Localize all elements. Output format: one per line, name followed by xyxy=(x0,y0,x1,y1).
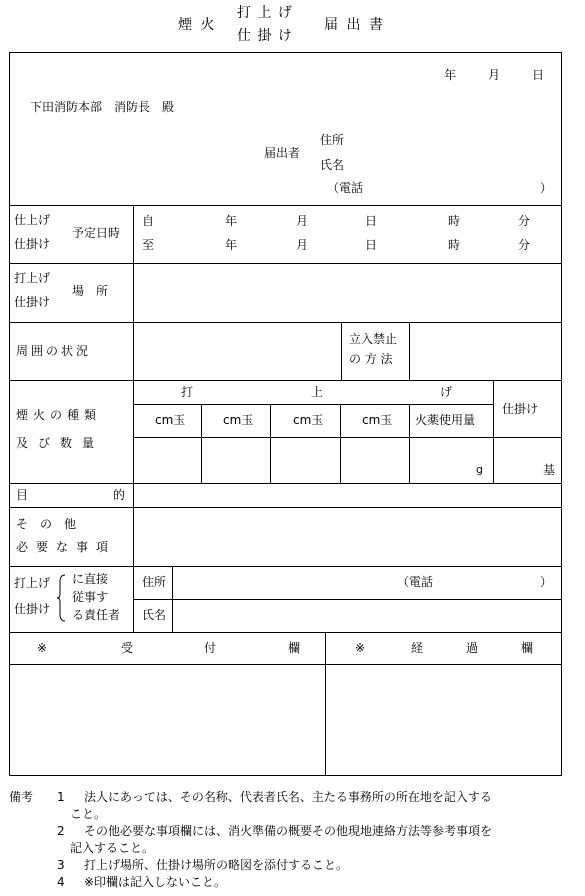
responsible-row-divider xyxy=(133,599,562,600)
applicant-label: 届出者 xyxy=(264,146,301,160)
responsible-kind-top: 打上げ xyxy=(14,576,51,590)
row-divider xyxy=(9,507,562,508)
responsible-phone-label: （電話 xyxy=(397,575,434,589)
row-divider xyxy=(9,322,562,323)
applicant-phone-close: ） xyxy=(540,181,553,195)
responsible-address-label: 住所 xyxy=(142,575,167,589)
col-cm-ball-3: cm玉 xyxy=(293,413,324,427)
responsible-label-3: る責任者 xyxy=(72,608,121,622)
schedule-kind-top: 仕上げ xyxy=(14,213,51,227)
col-cm-ball-2: cm玉 xyxy=(223,413,254,427)
title-word: 煙 火 xyxy=(178,17,217,33)
shikake-col-divider xyxy=(493,380,494,483)
responsible-kind-bottom: 仕掛け xyxy=(14,602,51,616)
row-divider xyxy=(9,483,562,484)
fireworks-label-2: 及び数量 xyxy=(16,436,105,450)
responsible-label-1: に直接 xyxy=(72,572,109,586)
applicant-phone-label: （電話 xyxy=(327,181,364,195)
row-divider xyxy=(9,380,562,381)
col-cm-ball-1: cm玉 xyxy=(155,413,186,427)
title-bottom-row: 仕 掛 け xyxy=(237,28,293,44)
restriction-left-divider xyxy=(341,322,342,380)
addressee: 下田消防本部 消防長 殿 xyxy=(30,100,175,114)
purpose-label: 目 xyxy=(16,488,29,502)
fireworks-col-divider xyxy=(409,404,410,483)
date-month: 月 xyxy=(487,68,500,82)
schedule-label: 予定日時 xyxy=(72,226,121,240)
notes-label: 備考 xyxy=(9,790,34,804)
restriction-right-divider xyxy=(409,322,410,380)
other-label-1: そ の 他 xyxy=(16,517,77,531)
fireworks-subheader-divider xyxy=(133,437,562,438)
responsible-name-label: 氏名 xyxy=(142,608,167,622)
other-label-2: 必要な事項 xyxy=(16,540,117,554)
responsible-label-2: 従事す xyxy=(72,590,109,604)
responsible-phone-close: ） xyxy=(540,575,553,589)
row-divider xyxy=(9,205,562,206)
surroundings-label: 周囲の状況 xyxy=(16,344,92,358)
applicant-name-label: 氏名 xyxy=(320,158,345,172)
col-gunpowder-amount: 火薬使用量 xyxy=(415,413,476,427)
date-year: 年 xyxy=(444,68,457,82)
row-divider xyxy=(9,632,562,633)
row-divider xyxy=(9,263,562,264)
fireworks-col-divider xyxy=(340,404,341,483)
place-kind-bottom: 仕掛け xyxy=(14,295,51,309)
applicant-address-label: 住所 xyxy=(320,133,345,147)
fireworks-label-1: 煙火の種類 xyxy=(16,408,102,422)
row-divider xyxy=(9,664,562,665)
brace-icon xyxy=(57,574,67,622)
schedule-kind-bottom: 仕掛け xyxy=(14,237,51,251)
unit-ki: 基 xyxy=(543,463,556,477)
purpose-label-end: 的 xyxy=(113,488,126,502)
label-column-divider xyxy=(133,205,134,566)
place-kind-top: 打上げ xyxy=(14,271,51,285)
title-suffix: 届 出 書 xyxy=(324,17,385,33)
fireworks-header-divider xyxy=(133,404,493,405)
row-divider xyxy=(9,566,562,567)
restriction-label-1: 立入禁止 xyxy=(349,332,398,346)
fireworks-col-divider xyxy=(270,404,271,483)
office-divider xyxy=(325,632,326,776)
shikake-header: 仕掛け xyxy=(502,402,539,416)
date-line xyxy=(444,66,544,83)
place-label: 場 所 xyxy=(72,284,109,298)
title-top-row: 打 上 げ xyxy=(237,5,293,21)
unit-grams: g xyxy=(476,463,483,476)
col-cm-ball-4: cm玉 xyxy=(362,413,393,427)
restriction-label-2: の 方 法 xyxy=(349,352,393,366)
date-day: 日 xyxy=(531,68,544,82)
fireworks-col-divider xyxy=(201,404,202,483)
